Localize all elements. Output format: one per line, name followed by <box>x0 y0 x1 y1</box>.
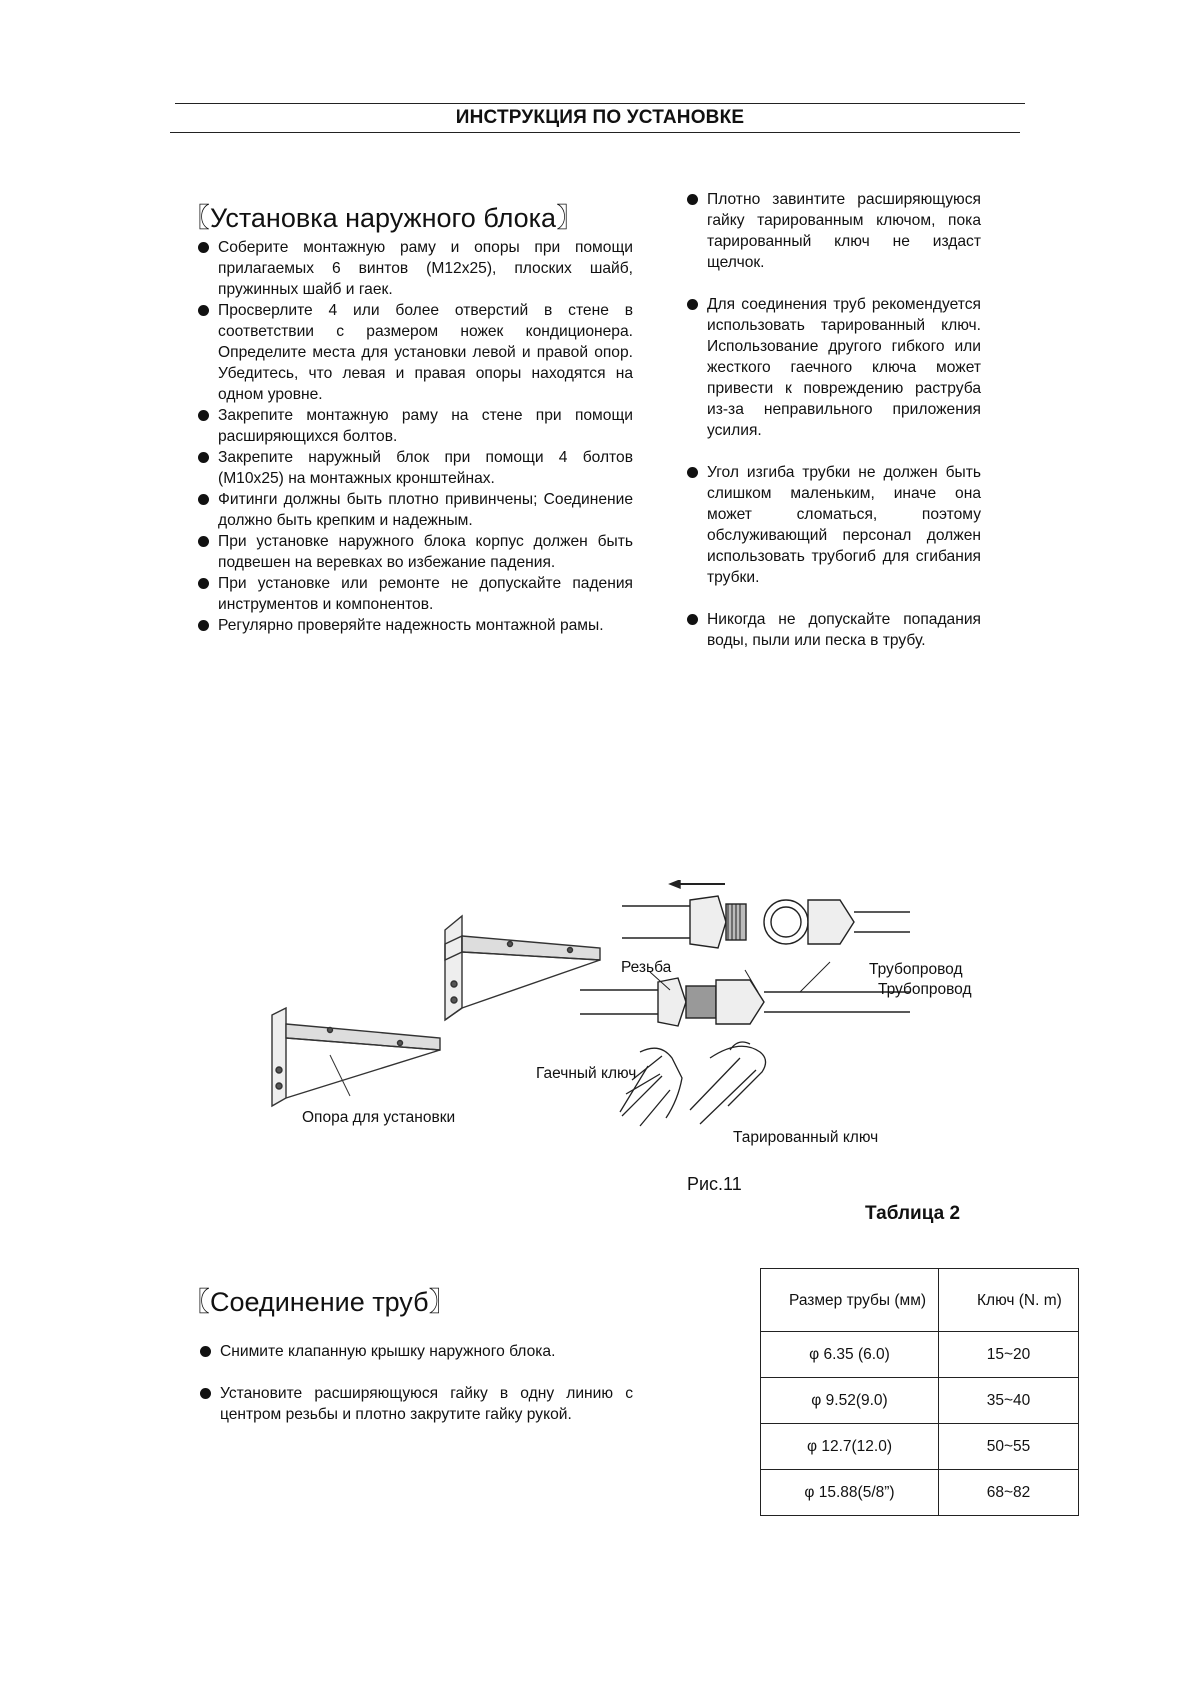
list-item: Снимите клапанную крышку наружного блока. <box>198 1341 633 1362</box>
header-rule-top <box>175 103 1025 104</box>
flare-nut-top-image <box>622 880 910 948</box>
torque-table <box>760 1268 1079 1516</box>
list-item: Просверлите 4 или более отверстий в стене в соответствии с размером ножек кондиционера. Определите места для установки левой и правой опор. Убедитесь, что левая и правая опоры находятся на одном уровне. <box>196 300 633 405</box>
pipes-section-title: 〖Соединение труб〗 <box>183 1287 456 1317</box>
list-item: Регулярно проверяйте надежность монтажной рамы. <box>196 615 633 636</box>
label-pipe-2: Трубопровод <box>878 981 972 998</box>
figure-caption: Рис.11 <box>687 1174 742 1194</box>
list-item: Угол изгиба трубки не должен быть слишком маленьким, иначе она может сломаться, поэтому обслуживающий персонал должен использовать трубогиб для сгибания трубки. <box>685 462 981 588</box>
label-thread: Резьба <box>621 959 672 976</box>
label-support: Опора для установки <box>302 1109 456 1126</box>
list-item: Никогда не допускайте попадания воды, пыли или песка в трубу. <box>685 609 981 651</box>
page-header: ИНСТРУКЦИЯ ПО УСТАНОВКЕ <box>455 107 745 128</box>
list-item: Плотно завинтите расширяющуюся гайку тарированным ключом, пока тарированный ключ не издаст щелчок. <box>685 189 981 273</box>
table-row: φ 9.52(9.0) 35~40 <box>761 1378 1079 1424</box>
list-item: Закрепите монтажную раму на стене при помощи расширяющихся болтов. <box>196 405 633 447</box>
outdoor-instruction-list <box>196 237 633 636</box>
label-torque-wrench: Тарированный ключ <box>733 1129 879 1146</box>
outdoor-section-title: 〖Установка наружного блока〗 <box>183 203 584 233</box>
table-row: φ 15.88(5/8”) 68~82 <box>761 1470 1079 1516</box>
table-header-pipe-size: Размер трубы (мм) <box>761 1269 939 1332</box>
list-item: Закрепите наружный блок при помощи 4 болтов (M10x25) на монтажных кронштейнах. <box>196 447 633 489</box>
table-title: Таблица 2 <box>865 1203 961 1224</box>
list-item: При установке или ремонте не допускайте падения инструментов и компонентов. <box>196 573 633 615</box>
header-rule-bottom <box>170 132 1020 133</box>
list-item: Для соединения труб рекомендуется использовать тарированный ключ. Использование другого гибкого или жесткого гаечного ключа может привести к повреждению раструба из-за неправильного приложения усилия. <box>685 294 981 441</box>
label-pipe-1: Трубопровод <box>869 961 963 978</box>
wrench-hands-image <box>620 1042 766 1126</box>
list-item: При установке наружного блока корпус должен быть подвешен на веревках во избежание падения. <box>196 531 633 573</box>
list-item: Фитинги должны быть плотно привинчены; Соединение должно быть крепким и надежным. <box>196 489 633 531</box>
pipes-instruction-list <box>198 1341 633 1425</box>
bracket-upper-image <box>445 916 600 1020</box>
list-item: Установите расширяющуюся гайку в одну линию с центром резьбы и плотно закрутите гайку рукой. <box>198 1383 633 1425</box>
right-instruction-list <box>685 189 981 651</box>
table-row: φ 12.7(12.0) 50~55 <box>761 1424 1079 1470</box>
label-wrench: Гаечный ключ <box>536 1065 637 1082</box>
table-header-torque: Ключ (N. m) <box>939 1269 1079 1332</box>
list-item: Соберите монтажную раму и опоры при помощи прилагаемых 6 винтов (M12x25), плоских шайб, пружинных шайб и гаек. <box>196 237 633 300</box>
table-row: φ 6.35 (6.0) 15~20 <box>761 1332 1079 1378</box>
bracket-lower-image <box>272 1008 440 1106</box>
